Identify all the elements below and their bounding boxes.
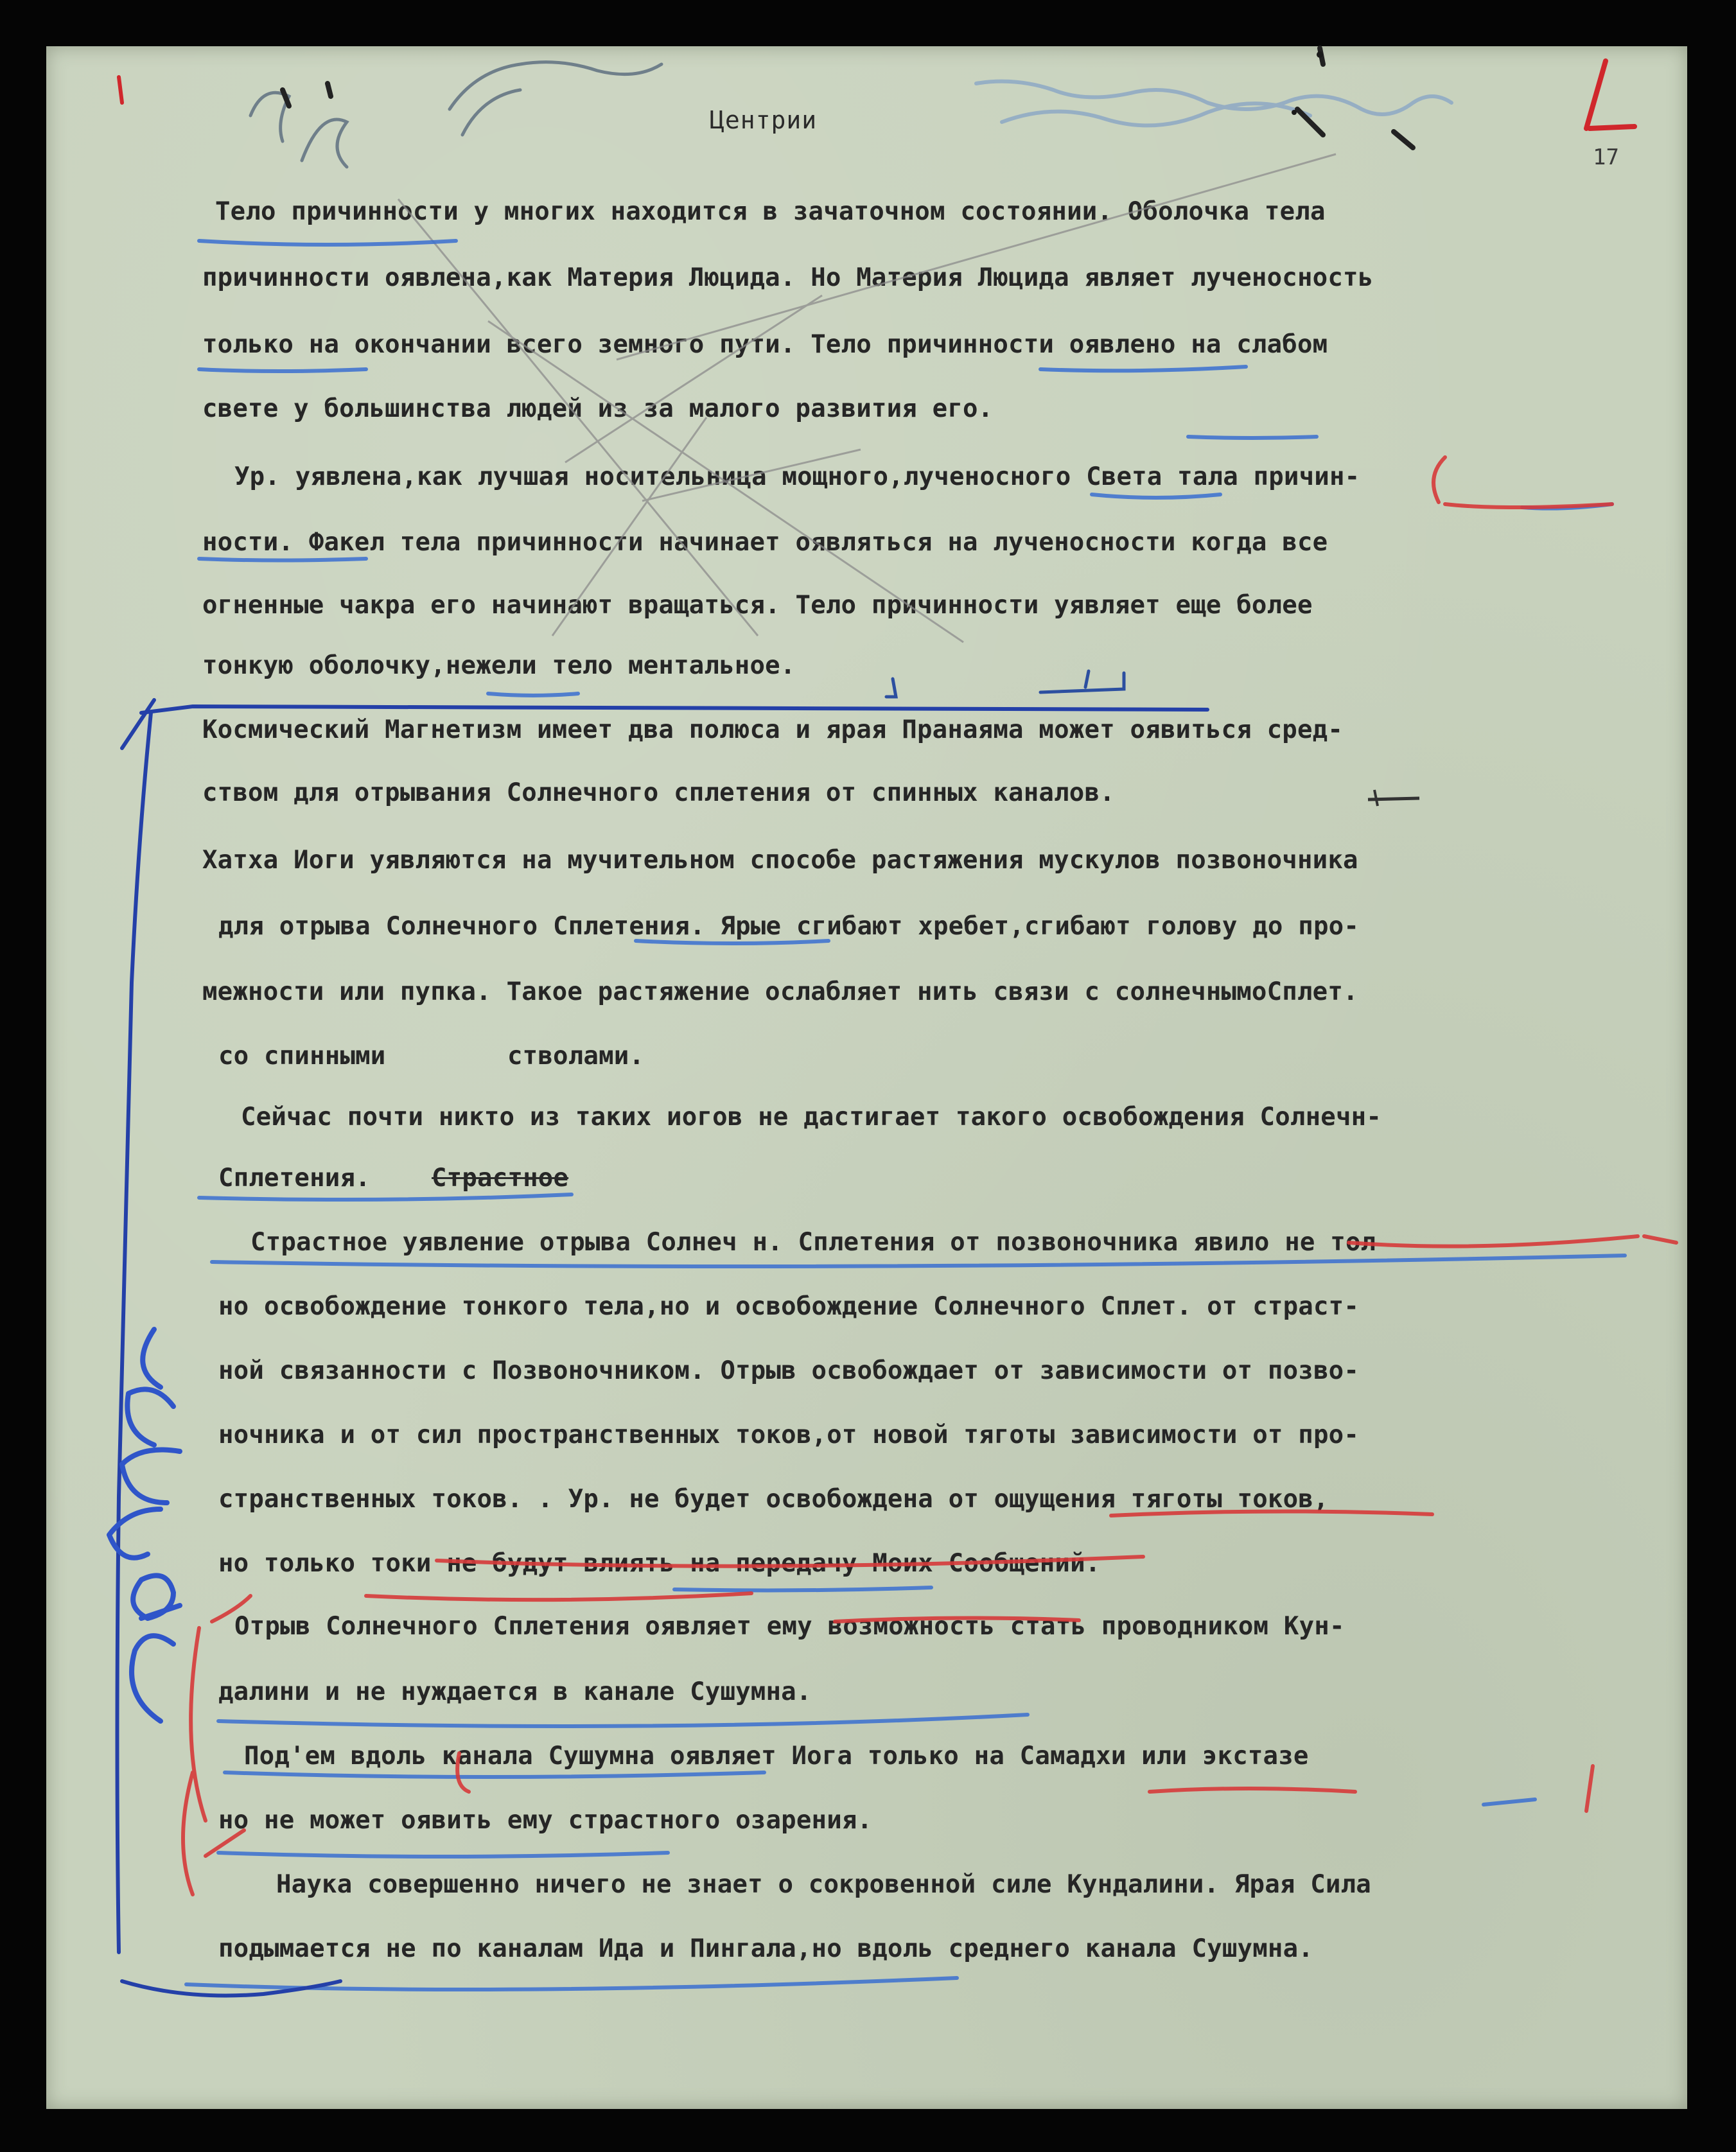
text-line: тонкую оболочку,нежели тело ментальное.	[202, 651, 796, 680]
text-line: Сейчас почти никто из таких иогов не дастигает такого освобождения Солнечн-	[241, 1103, 1381, 1132]
text-line: но освобождение тонкого тела,но и освобождение Солнечного Сплет. от страст-	[218, 1292, 1359, 1321]
text-line: межности или пупка. Такое растяжение ослабляет нить связи с солнечнымоСплет.	[202, 977, 1358, 1006]
text-line: Тело причинности у многих находится в зачаточном состоянии. Оболочка тела	[215, 197, 1326, 226]
text-line: свете у большинства людей из за малого развития его.	[202, 394, 994, 423]
text-line: причинности оявлена,как Материя Люцида. Но Материя Люцида являет лученосность	[202, 263, 1374, 292]
text-line: со спинными	[218, 1042, 386, 1071]
text-line: ночника и от сил пространственных токов,от новой тяготы зависимости от про-	[218, 1421, 1359, 1449]
text-line: ной связанности с Позвоночником. Отрыв освобождает от зависимости от позво-	[218, 1356, 1359, 1385]
page-title: Центрии	[710, 106, 818, 134]
text-line: Хатха Иоги уявляются на мучительном способе растяжения мускулов позвоночника	[202, 846, 1358, 875]
text-line: но не может оявить ему страстного озарения.	[218, 1806, 873, 1835]
text-line: Ур. уявлена,как лучшая носительница мощного,лученосного Света тала причин-	[234, 462, 1360, 491]
text-line: стволами.	[507, 1042, 645, 1071]
text-line: подымается не по каналам Ида и Пингала,но вдоль среднего канала Сушумна.	[218, 1934, 1313, 1963]
text-line: Отрыв Солнечного Сплетения оявляет ему возможность стать проводником Кун-	[234, 1612, 1345, 1641]
text-line: для отрыва Солнечного Сплетения. Ярые сгибают хребет,сгибают голову до про-	[218, 912, 1359, 941]
text-line: Сплетения.	[218, 1164, 371, 1193]
text-line: далини и не нуждается в канале Сушумна.	[218, 1677, 812, 1706]
text-line: только на окончании всего земного пути. Тело причинности оявлено на слабом	[202, 330, 1328, 359]
text-line: Под'ем вдоль канала Сушумна оявляет Иога только на Самадхи или экстазе	[244, 1742, 1309, 1771]
text-line: Страстное уявление отрыва Солнеч н. Сплетения от позвоночника явило не тол	[250, 1228, 1376, 1257]
text-line: Космический Магнетизм имеет два полюса и ярая Пранаяма может оявиться сред-	[202, 715, 1343, 744]
text-line: огненные чакра его начинают вращаться. Тело причинности уявляет еще более	[202, 591, 1313, 620]
page-number: 17	[1593, 144, 1619, 170]
text-line: странственных токов. . Ур. не будет освобождена от ощущения тяготы токов,	[218, 1485, 1329, 1514]
text-line: Наука совершенно ничего не знает о сокровенной силе Кундалини. Ярая Сила	[276, 1870, 1371, 1899]
text-line: ством для отрывания Солнечного сплетения от спинных каналов.	[202, 778, 1115, 807]
text-line: но только токи не будут влиять на передачу Моих Сообщений.	[218, 1549, 1101, 1578]
text-line: ности. Факел тела причинности начинает оявляться на лученосности когда все	[202, 528, 1328, 557]
struck-word: Страстное	[432, 1164, 569, 1193]
